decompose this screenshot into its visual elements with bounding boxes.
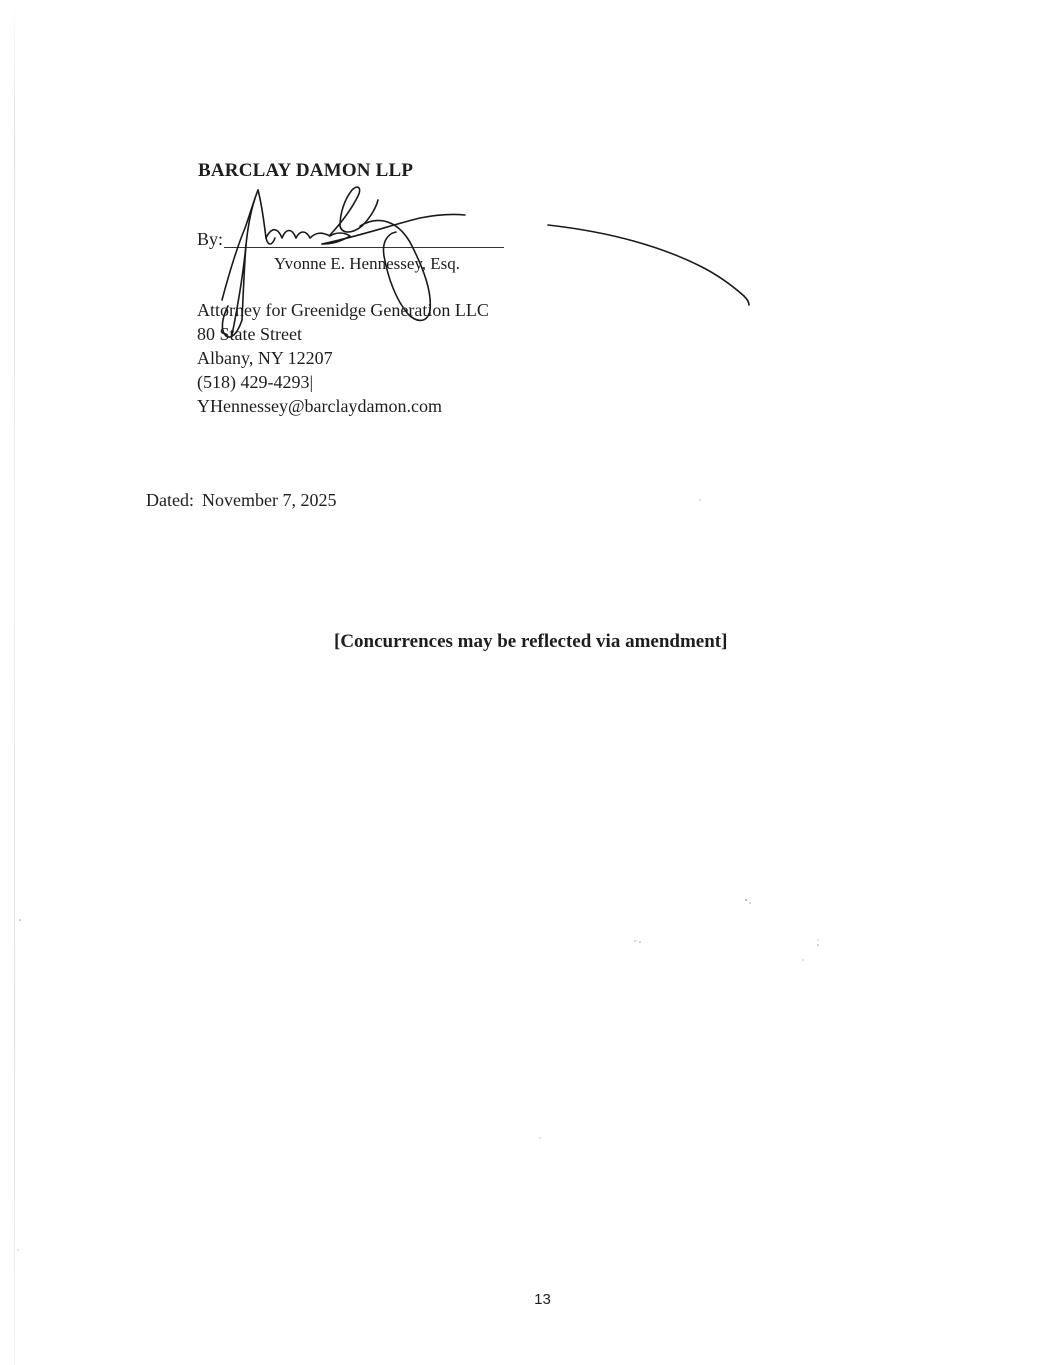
by-label: By: bbox=[197, 229, 224, 249]
address-line-street: 80 State Street bbox=[197, 324, 302, 344]
dated-line bbox=[146, 490, 336, 511]
concurrence-note: [Concurrences may be reflected via amendment] bbox=[334, 631, 728, 652]
address-block bbox=[197, 298, 489, 418]
scan-edge bbox=[14, 0, 15, 1365]
signer-name: Yvonne E. Hennessey, Esq. bbox=[274, 254, 461, 273]
signature-line bbox=[224, 247, 504, 248]
address-line-city: Albany, NY 12207 bbox=[197, 348, 333, 368]
dated-label: Dated: bbox=[146, 490, 194, 510]
page-number: 13 bbox=[534, 1291, 551, 1308]
firm-name: BARCLAY DAMON LLP bbox=[198, 160, 414, 181]
address-line-phone: (518) 429-4293| bbox=[197, 372, 314, 392]
address-line-email: YHennessey@barclaydamon.com bbox=[197, 396, 442, 416]
address-line-attorney: Attorney for Greenidge Generation LLC bbox=[197, 300, 489, 320]
dated-value: November 7, 2025 bbox=[201, 490, 337, 510]
